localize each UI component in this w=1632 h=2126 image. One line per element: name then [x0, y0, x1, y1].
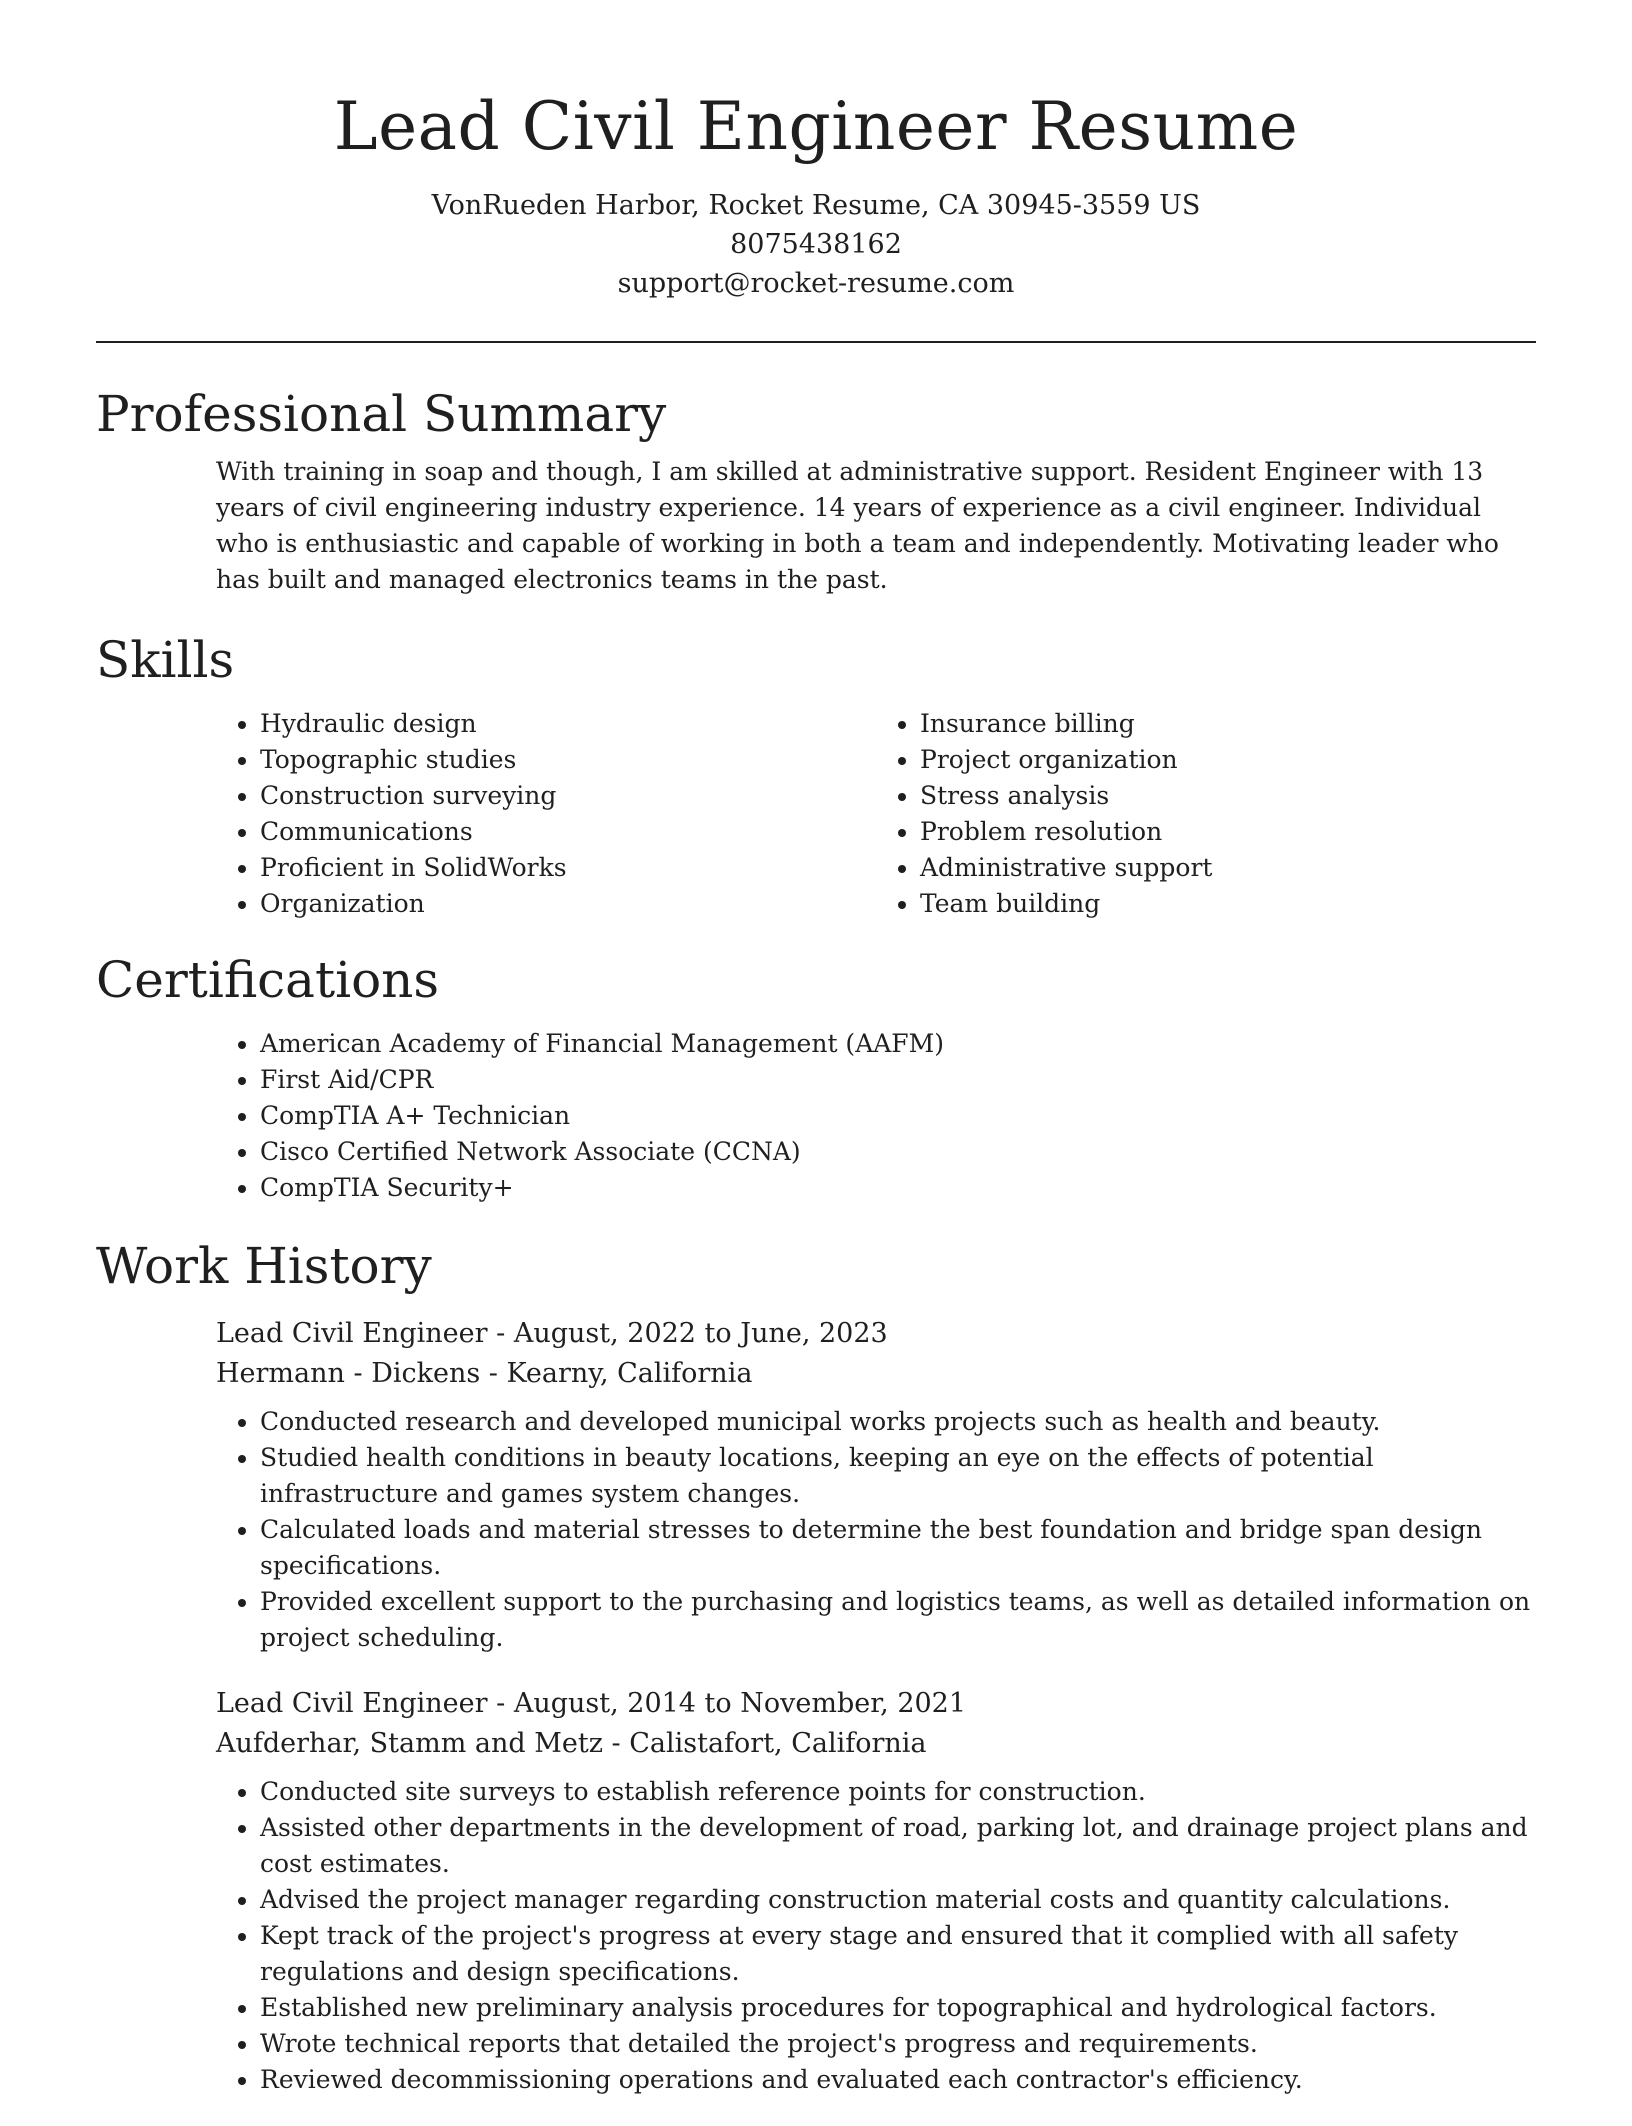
skills-list-left: [216, 706, 876, 922]
header-divider: [96, 341, 1536, 343]
certification-item: • CompTIA A+ Technician: [260, 1098, 1536, 1134]
skill-item: • Administrative support: [920, 850, 1536, 886]
skill-item: • Project organization: [920, 742, 1536, 778]
contact-address: VonRueden Harbor, Rocket Resume, CA 30945-3559 US: [431, 190, 1201, 221]
job-bullet: • Provided excellent support to the purchasing and logistics teams, as well as detailed information on project scheduling.: [260, 1584, 1536, 1656]
skill-item: • Topographic studies: [260, 742, 876, 778]
job-title-line: Lead Civil Engineer - August, 2014 to November, 2021: [216, 1688, 967, 1719]
contact-email: support@rocket-resume.com: [617, 268, 1015, 299]
certification-item: • Cisco Certified Network Associate (CCNA): [260, 1134, 1536, 1170]
skills-section: [96, 626, 1536, 922]
job-bullets: [216, 1404, 1536, 1656]
skill-item: • Insurance billing: [920, 706, 1536, 742]
job-bullet: • Kept track of the project's progress at every stage and ensured that it complied with all safety regulations and design specifications.: [260, 1918, 1536, 1990]
certification-item: • American Academy of Financial Management (AAFM): [260, 1026, 1536, 1062]
job-entry: [96, 1314, 1536, 1656]
contact-phone: 8075438162: [730, 229, 902, 260]
certification-item: • First Aid/CPR: [260, 1062, 1536, 1098]
job-bullet: • Conducted site surveys to establish reference points for construction.: [260, 1774, 1536, 1810]
skill-item: • Construction surveying: [260, 778, 876, 814]
job-bullet: • Wrote technical reports that detailed the project's progress and requirements.: [260, 2026, 1536, 2062]
job-entry: [96, 1684, 1536, 2098]
contact-block: [0, 186, 1632, 303]
job-title-line: Lead Civil Engineer - August, 2022 to June, 2023: [216, 1318, 888, 1349]
resume-title: Lead Civil Engineer Resume: [333, 88, 1299, 165]
work-history-section: [96, 1232, 1536, 2098]
job-bullets: [216, 1774, 1536, 2098]
section-heading-skills: Skills: [96, 631, 235, 689]
summary-text: With training in soap and though, I am skilled at administrative support. Resident Engineer with 13 years of civil engineering industry experience. 14 years of experience as a civil engineer. Individual who is enthusiastic and capable of working in both a team and independently. Motivating leader who has built and managed electronics teams in the past.: [216, 457, 1499, 594]
section-heading-certifications: Certifications: [96, 951, 440, 1009]
skill-item: • Team building: [920, 886, 1536, 922]
section-heading-summary: Professional Summary: [96, 385, 667, 443]
skills-list-right: [876, 706, 1536, 922]
job-bullet: • Advised the project manager regarding construction material costs and quantity calculations.: [260, 1882, 1536, 1918]
certifications-list: [216, 1026, 1536, 1206]
skill-item: • Hydraulic design: [260, 706, 876, 742]
professional-summary-section: [96, 380, 1536, 598]
skill-item: • Proficient in SolidWorks: [260, 850, 876, 886]
skill-item: • Problem resolution: [920, 814, 1536, 850]
resume-body: [96, 380, 1536, 2126]
job-bullet: • Conducted research and developed municipal works projects such as health and beauty.: [260, 1404, 1536, 1440]
job-bullet: • Reviewed decommissioning operations and evaluated each contractor's efficiency.: [260, 2062, 1536, 2098]
job-bullet: • Studied health conditions in beauty locations, keeping an eye on the effects of potential infrastructure and games system changes.: [260, 1440, 1536, 1512]
skills-columns: [216, 706, 1536, 922]
job-company-line: Hermann - Dickens - Kearny, California: [216, 1358, 753, 1389]
job-bullet: • Assisted other departments in the development of road, parking lot, and drainage project plans and cost estimates.: [260, 1810, 1536, 1882]
certifications-section: [96, 946, 1536, 1206]
job-company-line: Aufderhar, Stamm and Metz - Calistafort, California: [216, 1728, 927, 1759]
certification-item: • CompTIA Security+: [260, 1170, 1536, 1206]
skill-item: • Communications: [260, 814, 876, 850]
job-bullet: • Calculated loads and material stresses to determine the best foundation and bridge span design specifications.: [260, 1512, 1536, 1584]
skill-item: • Stress analysis: [920, 778, 1536, 814]
resume-header: [0, 0, 1632, 303]
skill-item: • Organization: [260, 886, 876, 922]
section-heading-work-history: Work History: [96, 1237, 432, 1295]
job-bullet: • Established new preliminary analysis procedures for topographical and hydrological factors.: [260, 1990, 1536, 2026]
